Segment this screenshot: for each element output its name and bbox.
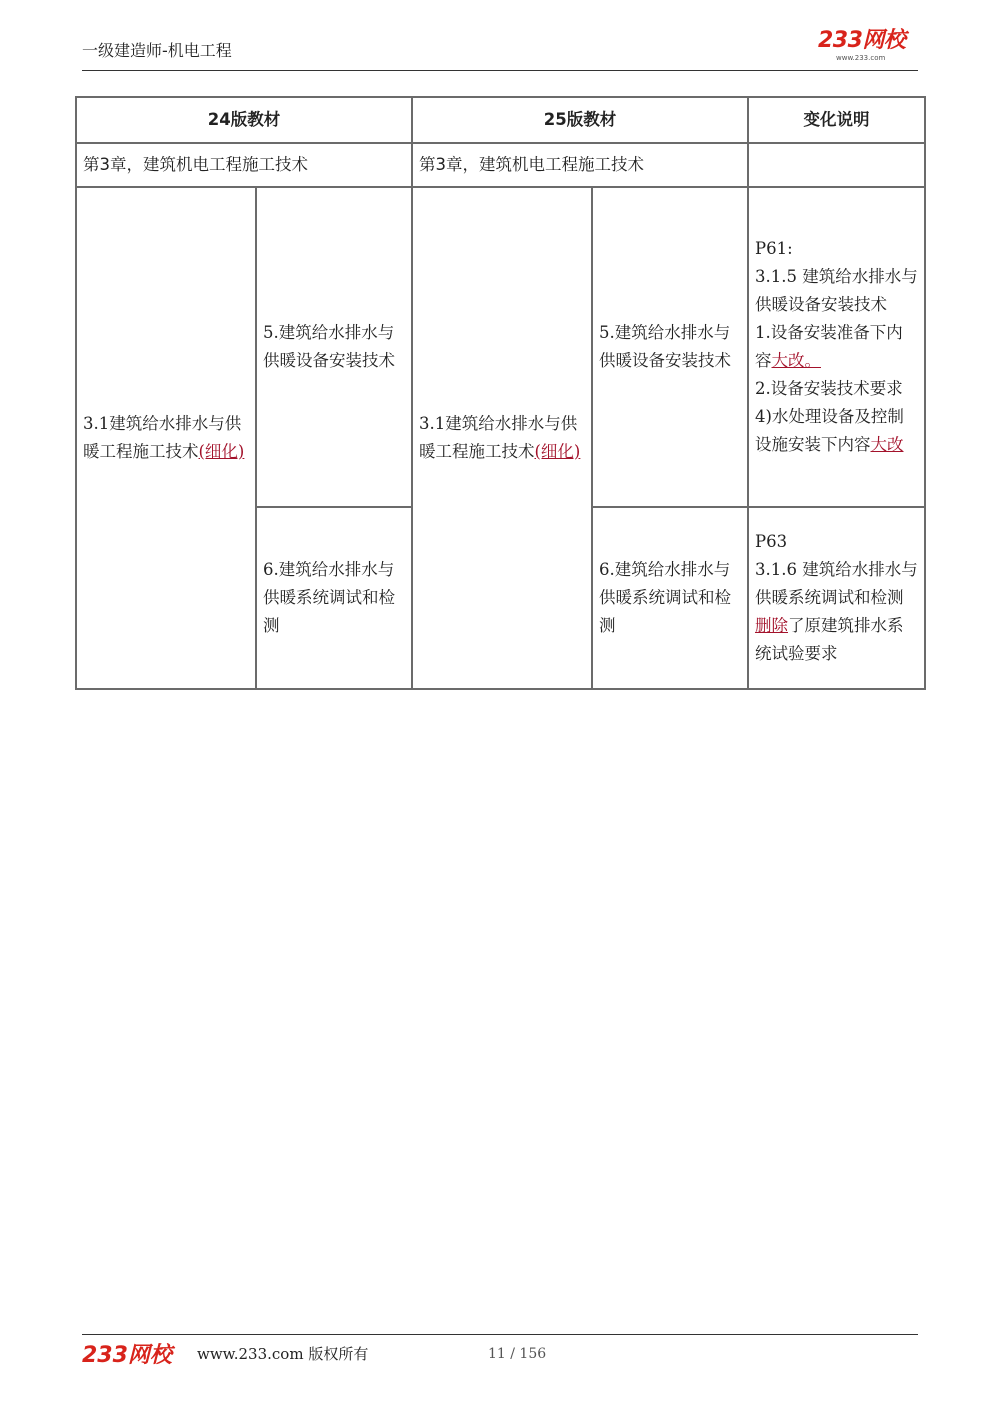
change-row2 <box>748 507 925 689</box>
section-24-cell <box>76 187 256 689</box>
brand-logo <box>818 28 918 64</box>
change-row1-item1 <box>755 319 918 375</box>
header-24-edition: 24版教材 <box>76 97 412 143</box>
sub-25-row2: 6.建筑给水排水与供暖系统调试和检测 <box>592 507 748 689</box>
table-row <box>76 187 925 507</box>
change-row1-item3-text: 4)水处理设备及控制设施安装下内容 <box>755 407 904 454</box>
chapter-25: 第3章，建筑机电工程施工技术 <box>412 143 748 187</box>
footer-divider <box>82 1334 918 1335</box>
page-number: 11 / 156 <box>488 1346 547 1362</box>
section-25: 3.1建筑给水排水与供暖工程施工技术 <box>419 414 578 461</box>
change-row2-text: 了原建筑排水系统试验要求 <box>755 616 904 663</box>
change-row2-page: P63 <box>755 532 788 551</box>
change-row2-title: 3.1.6 建筑给水排水与供暖系统调试和检测 <box>755 560 918 607</box>
change-row2-mark: 删除 <box>755 616 788 635</box>
chapter-24: 第3章，建筑机电工程施工技术 <box>76 143 412 187</box>
change-row1-item2: 2.设备安装技术要求 <box>755 379 903 398</box>
header-change-notes: 变化说明 <box>748 97 925 143</box>
change-row1-page: P61: <box>755 239 793 258</box>
change-row1 <box>748 187 925 507</box>
header-25-edition: 25版教材 <box>412 97 748 143</box>
change-row1-item1-mark: 大改。 <box>771 351 821 370</box>
sub-24-row2: 6.建筑给水排水与供暖系统调试和检测 <box>256 507 412 689</box>
sub-24-row1: 5.建筑给水排水与供暖设备安装技术 <box>256 187 412 507</box>
sub-25-row1: 5.建筑给水排水与供暖设备安装技术 <box>592 187 748 507</box>
brand-logo-text: 233网校 <box>818 28 906 53</box>
comparison-table <box>75 96 926 690</box>
change-row2-detail <box>755 612 918 668</box>
chapter-change-empty <box>748 143 925 187</box>
footer-site: www.233.com 版权所有 <box>197 1345 369 1363</box>
change-row1-item1-text: 1.设备安装准备下内容 <box>755 323 903 370</box>
section-25-cell <box>412 187 592 689</box>
brand-logo-url: www.233.com <box>836 54 886 62</box>
table-header-row <box>76 97 925 143</box>
document-header-title: 一级建造师-机电工程 <box>82 41 232 60</box>
chapter-row <box>76 143 925 187</box>
section-25-note: (细化) <box>534 442 581 461</box>
section-24-note: (细化) <box>198 442 245 461</box>
header-divider <box>82 70 918 71</box>
change-row1-item3 <box>755 403 918 459</box>
change-row1-item3-mark: 大改 <box>870 435 904 454</box>
footer-logo: 233网校 <box>82 1343 172 1368</box>
section-24: 3.1建筑给水排水与供暖工程施工技术 <box>83 414 242 461</box>
change-row1-title: 3.1.5 建筑给水排水与供暖设备安装技术 <box>755 267 918 314</box>
